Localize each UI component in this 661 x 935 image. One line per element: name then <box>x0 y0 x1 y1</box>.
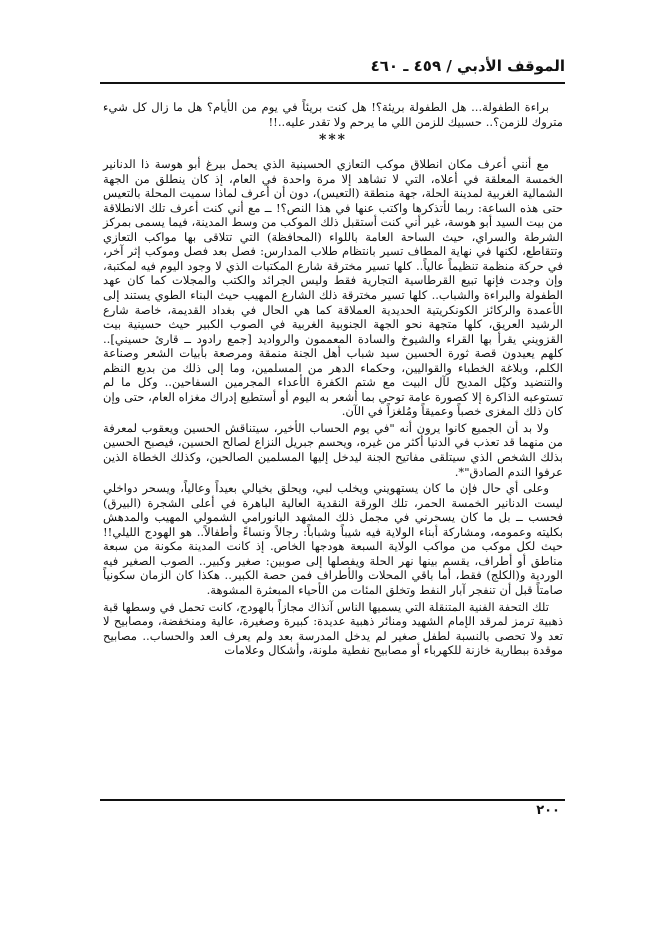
body-paragraph: وعلى أي حال فإن ما كان يستهويني ويخلب لبي، ويحلق بخيالي بعيداً وعالياً، ويسحر دواخلي ليست الدنانير الخمسة الحمر، تلك الورقة النقدية العالية الباهرة في أعلى الشجرة (البيرق) فحسب ــ بل ما كان يسحرني في مجمل ذلك المشهد البانورامي الشمولي المهيب والمدهش بكليته وعمومه، ومشاركة أبناء الولاية فيه شيباً وشباباً: رجالاً ونساءً وأطفالاً.. هو الهودج الليلي!! حيث لكل موكب من مواكب الولاية السبعة هودجها الخاص. إذ كانت المدينة مكونة من سبعة مناطق أو أطراف، يقسم بينها نهر الحلة ويفصلها إلى صوبين: صغير وكبير.. الصوب الصغير فيه الوردية و(الكلج) فقط، أما باقي المحلات والأطراف فمن حصة الكبير.. هكذا كان الزمان سكونياً صامتاً قبل أن تنفجر آبار النفط وتخلق المئات من الأحياء المبعثرة المشوهة. <box>103 481 563 597</box>
article-body <box>103 100 563 658</box>
body-paragraph: مع أنني أعرف مكان انطلاق موكب التعازي الحسينية الذي يحمل بيرغ أبو هوسة ذا الدنانير الخمسة المعلقة في أعلاه، التي لا تشاهد إلا مرة واحدة في العام، إذ كان ينطلق من الجهة الشمالية الغربية لمدينة الحلة، جهة منطقة (التعيس)، دون أن أعرف لماذا سميت المحلة بالتعيس حتى هذه الساعة: ربما لأتذكرها واكتب عنها في هذا النص؟! ــ مع أني كنت أعرف تلك الانطلاقة من بيت السيد أبو هوسة، غير أني كنت أستقبل ذلك الموكب من وسط المدينة، فيما يسمى بمركز الشرطة والسراي، حيث الساحة العامة باللواء (المحافظة) التي تتلاقى بها مواكب التعازي وتتقاطع، لكنها في نهاية المطاف تسير بانتظام طلاب المدارس: فصل بعد فصل وموكب إثر آخر، في حركة منظمة تنظيماً عالياً.. كلها تسير مخترقة شارع المكتبات الذي لا وجود اليوم فيه لمكتبة، وإن وجدت فإنها تبيع القرطاسية التجارية فقط وليس الجرائد والكتب والمجلات كما كان عهد الطفولة والبراءة والشباب.. كلها تسير مخترقة ذلك الشارع المهيب حيث البناء الطوي يستند إلى الأعمدة والركائز الكونكريتية الحديدية العملاقة كما هي الحال في بغداد القديمة، خاصة شارع الرشيد العريق، كلها متجهة نحو الجهة الجنوبية الغربية في الصوب الكبير حيث حسينية بيت القزويني يقرأ بها القراء والشيوخ والسادة المعممون والرواديد [جمع رادود ــ قارئ حسيني].. كلهم يعيدون قصة ثورة الحسين سيد شباب أهل الجنة منمقة ومرصعة بأبيات الشعر وصناعة الكلم، وبلاغة الخطباء والقواليين، وحكماء الدهر من المسلمين، وما إلى ذلك من بديع النظم والتنضيد وكيْل المديح لآل البيت مع شتم الكفرة الأعداء المجرمين السفاحين.. وكل ما لم تستوعبه الذاكرة إلا كصورة عامة توحي بما أشعر به اليوم أو أستطيع إدراك مغزاه العام، حتى وإن كان ذلك المغزى خصباً وعميقاً ومُلغزاً في الآن. <box>103 157 563 419</box>
page-number: ٢٠٠ <box>536 803 560 818</box>
header-rule <box>100 82 565 84</box>
footer-rule <box>100 799 565 801</box>
running-header <box>100 56 565 84</box>
body-paragraph: تلك التحفة الفنية المتنقلة التي يسميها الناس آنذاك مجازاً بالهودج، كانت تحمل في وسطها قبة ذهبية ترمز لمرقد الإمام الشهيد ومنائر ذهبية عديدة: كبيرة وصغيرة، عالية ومنخفضة، ومصابيح لا تعد ولا تحصى بالنسبة لطفل صغير لم يدخل المدرسة بعد ولم يعرف العد والحساب.. مصابيح موقدة ببطارية خازنة للكهرباء أو مصابيح نفطية ملونة، وأشكال وعلامات <box>103 599 563 658</box>
journal-title: الموقف الأدبي / ٤٥٩ ـ ٤٦٠ <box>370 57 565 75</box>
body-paragraph: ولا بد أن الجميع كانوا يرون أنه "في يوم الحساب الأخير، سيتناقش الحسين ويعقوب لمعرفة من منهما قد تعذب في الدنيا أكثر من غيره، ويحسم جبريل النزاع لصالح الحسين، فيصبح الحسين بذلك الشخص الذي سيتلقى مفاتيح الجنة ليدخل إليها المسلمين الصالحين، وكذلك الخطاة الذين عرفوا الندم الصادق"*. <box>103 420 563 479</box>
intro-paragraph: براءة الطفولة... هل الطفولة بريئة؟! هل كنت بريئاً في يوم من الأيام؟ هل ما زال كل شيء متروك للزمن؟.. حسبيك للزمن اللي ما يرحم ولا تقدر عليه..!! <box>103 100 563 129</box>
section-separator: *** <box>319 132 347 149</box>
